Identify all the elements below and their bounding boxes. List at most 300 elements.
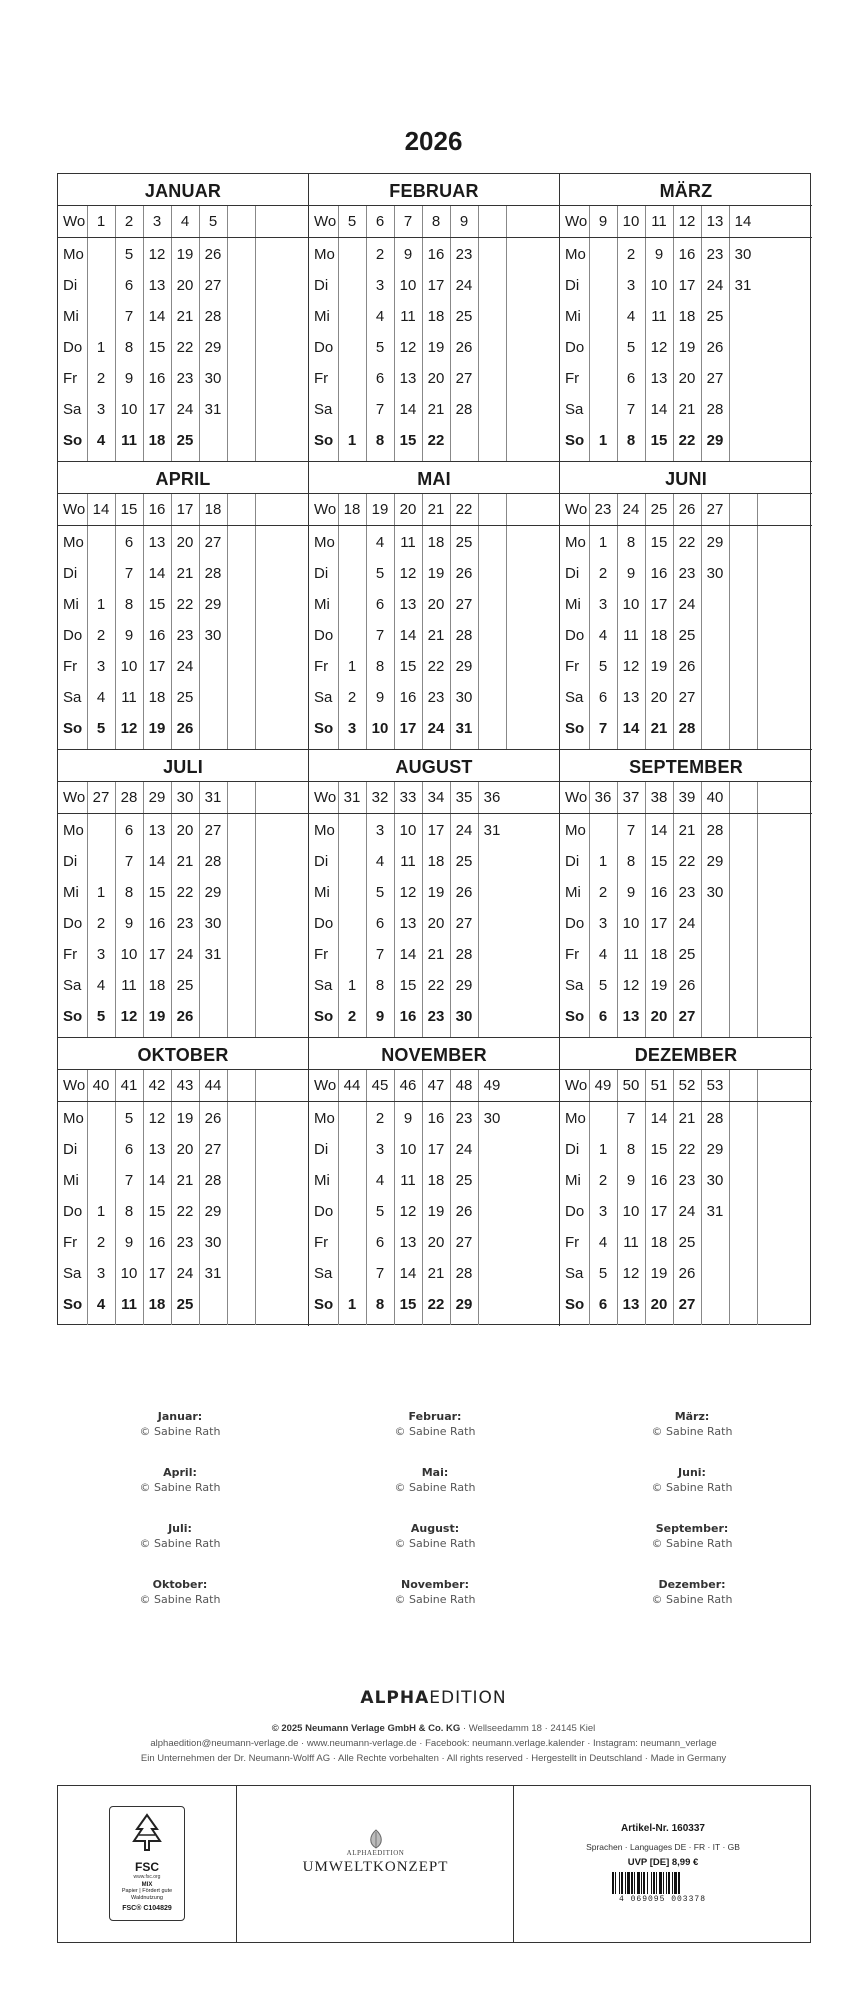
weekday-label: So — [314, 1296, 334, 1313]
day-cell: 2 — [347, 1008, 357, 1025]
grid-divider — [366, 206, 367, 237]
fsc-tree-icon — [125, 1811, 169, 1855]
month-title: JULI — [58, 750, 308, 782]
day-cell: 6 — [124, 277, 134, 294]
day-cell: 24 — [455, 822, 473, 839]
day-cell: 22 — [427, 977, 445, 994]
week-label: Wo — [63, 213, 86, 230]
day-cell: 7 — [626, 401, 636, 418]
day-cell: 12 — [148, 246, 166, 263]
day-cell: 15 — [148, 1203, 166, 1220]
credit-month: Juli: — [168, 1522, 192, 1535]
day-cell: 10 — [399, 277, 417, 294]
day-cell: 28 — [706, 401, 724, 418]
day-cell: 30 — [706, 565, 724, 582]
day-cell: 1 — [347, 977, 357, 994]
day-cell: 17 — [427, 822, 445, 839]
day-cell: 15 — [399, 1296, 417, 1313]
weekday-label: Fr — [63, 370, 78, 387]
day-cell: 23 — [427, 689, 445, 706]
week-label: Wo — [565, 789, 588, 806]
fsc-mix: MIX — [141, 1882, 153, 1888]
grid-divider — [115, 494, 116, 525]
grid-divider — [589, 238, 590, 461]
day-cell: 23 — [455, 1110, 473, 1127]
credit-month: Februar: — [408, 1410, 462, 1423]
grid-divider — [478, 206, 479, 237]
day-cell: 26 — [204, 246, 222, 263]
day-cell: 7 — [626, 1110, 636, 1127]
week-number: 28 — [120, 789, 138, 806]
day-cell: 31 — [204, 1265, 222, 1282]
grid-divider — [227, 1102, 228, 1325]
day-cell: 11 — [400, 853, 416, 870]
weekday-label: Sa — [314, 401, 333, 418]
day-cell: 14 — [399, 627, 417, 644]
day-cell: 16 — [427, 1110, 445, 1127]
weekday-label: Mo — [63, 246, 84, 263]
day-cell: 20 — [650, 1008, 668, 1025]
calendar-year: 2026 — [404, 126, 463, 156]
day-cell: 6 — [626, 370, 636, 387]
day-cell: 18 — [650, 946, 668, 963]
grid-divider — [757, 814, 758, 1037]
day-cell: 7 — [626, 822, 636, 839]
day-cell: 12 — [399, 884, 417, 901]
grid-divider — [757, 782, 758, 813]
week-number: 15 — [120, 501, 138, 518]
day-cell: 27 — [455, 915, 473, 932]
day-cell: 1 — [347, 1296, 357, 1313]
day-cell: 30 — [204, 1234, 222, 1251]
grid-divider — [199, 494, 200, 525]
day-cell: 21 — [650, 720, 668, 737]
grid-divider — [729, 526, 730, 749]
day-cell: 19 — [148, 1008, 166, 1025]
barcode-bar — [631, 1872, 633, 1894]
day-cell: 14 — [399, 1265, 417, 1282]
week-number: 46 — [399, 1077, 417, 1094]
week-number: 1 — [96, 213, 106, 230]
grid-divider — [422, 782, 423, 813]
weekday-label: Mi — [63, 884, 79, 901]
grid-divider — [199, 206, 200, 237]
day-cell: 11 — [400, 308, 416, 325]
day-cell: 24 — [176, 946, 194, 963]
credit-month: Dezember: — [658, 1578, 726, 1591]
grid-divider — [757, 526, 758, 749]
barcode-bar — [615, 1872, 616, 1894]
month-block — [309, 750, 560, 1038]
day-cell: 11 — [121, 689, 137, 706]
day-cell: 7 — [375, 946, 385, 963]
day-cell: 7 — [124, 308, 134, 325]
grid-divider — [255, 1102, 256, 1325]
day-cell: 8 — [375, 658, 385, 675]
photo-credit — [572, 1466, 812, 1494]
day-cell: 25 — [176, 1296, 194, 1313]
day-cell: 30 — [734, 246, 752, 263]
grid-divider — [87, 494, 88, 525]
day-cell: 18 — [427, 1172, 445, 1189]
day-cell: 11 — [400, 1172, 416, 1189]
day-cell: 24 — [678, 1203, 696, 1220]
day-cell: 1 — [598, 853, 608, 870]
grid-divider — [171, 206, 172, 237]
day-cell: 28 — [455, 946, 473, 963]
month-block — [58, 462, 309, 750]
week-number: 8 — [431, 213, 441, 230]
day-cell: 15 — [399, 432, 417, 449]
grid-divider — [227, 782, 228, 813]
day-cell: 30 — [483, 1110, 501, 1127]
week-number: 2 — [124, 213, 134, 230]
day-cell: 11 — [400, 534, 416, 551]
photo-credit — [572, 1410, 812, 1438]
weekday-label: Di — [314, 277, 329, 294]
day-cell: 1 — [598, 534, 608, 551]
grid-divider — [589, 1070, 590, 1101]
day-cell: 18 — [650, 1234, 668, 1251]
day-cell: 5 — [375, 1203, 385, 1220]
grid-divider — [701, 814, 702, 1037]
day-cell: 6 — [124, 1141, 134, 1158]
photo-credit — [60, 1410, 300, 1438]
grid-divider — [115, 206, 116, 237]
month-block — [58, 1038, 309, 1326]
day-cell: 5 — [598, 1265, 608, 1282]
day-cell: 26 — [455, 565, 473, 582]
week-number: 43 — [176, 1077, 194, 1094]
weekday-label: Do — [565, 627, 585, 644]
day-cell: 1 — [96, 339, 106, 356]
day-cell: 8 — [375, 432, 385, 449]
month-days — [58, 1102, 308, 1325]
month-title: DEZEMBER — [560, 1038, 812, 1070]
weekday-label: Mo — [314, 534, 335, 551]
day-cell: 3 — [96, 658, 106, 675]
day-cell: 16 — [427, 246, 445, 263]
day-cell: 24 — [678, 596, 696, 613]
day-cell: 5 — [124, 1110, 134, 1127]
week-number: 9 — [598, 213, 608, 230]
day-cell: 27 — [204, 277, 222, 294]
week-number: 19 — [371, 501, 389, 518]
week-number-row — [58, 782, 308, 814]
month-title: FEBRUAR — [309, 174, 559, 206]
day-cell: 19 — [176, 246, 194, 263]
day-cell: 3 — [96, 1265, 106, 1282]
grid-divider — [255, 206, 256, 237]
day-cell: 21 — [427, 401, 445, 418]
week-number: 10 — [622, 213, 640, 230]
day-cell: 15 — [399, 977, 417, 994]
day-cell: 7 — [375, 1265, 385, 1282]
day-cell: 14 — [650, 822, 668, 839]
credit-photographer: © Sabine Rath — [394, 1537, 476, 1550]
weekday-label: Mi — [314, 884, 330, 901]
week-number: 36 — [483, 789, 501, 806]
day-cell: 20 — [427, 915, 445, 932]
grid-divider — [478, 1102, 479, 1325]
day-cell: 5 — [598, 977, 608, 994]
day-cell: 5 — [375, 565, 385, 582]
day-cell: 27 — [455, 370, 473, 387]
photo-credit — [60, 1522, 300, 1550]
week-number: 18 — [343, 501, 361, 518]
day-cell: 25 — [176, 977, 194, 994]
weekday-label: So — [63, 1296, 83, 1313]
day-cell: 17 — [427, 1141, 445, 1158]
week-label: Wo — [63, 501, 86, 518]
grid-divider — [673, 206, 674, 237]
day-cell: 28 — [455, 627, 473, 644]
photo-credit — [315, 1578, 555, 1606]
article-price: UVP [DE] 8,99 € — [627, 1857, 699, 1868]
day-cell: 3 — [347, 720, 357, 737]
week-number: 31 — [343, 789, 361, 806]
day-cell: 26 — [678, 658, 696, 675]
day-cell: 8 — [124, 1203, 134, 1220]
day-cell: 17 — [678, 277, 696, 294]
grid-divider — [143, 1070, 144, 1101]
grid-divider — [701, 206, 702, 237]
day-cell: 5 — [96, 1008, 106, 1025]
barcode-bar — [619, 1872, 620, 1894]
weekday-label: Mo — [314, 246, 335, 263]
photo-credit — [315, 1522, 555, 1550]
day-cell: 19 — [650, 977, 668, 994]
day-cell: 23 — [678, 884, 696, 901]
month-block — [309, 174, 560, 462]
weekday-label: Di — [63, 277, 78, 294]
week-number: 40 — [92, 1077, 110, 1094]
weekday-label: Fr — [565, 658, 580, 675]
day-cell: 29 — [706, 853, 724, 870]
weekday-label: Sa — [565, 689, 584, 706]
day-cell: 10 — [399, 1141, 417, 1158]
week-number-row — [58, 1070, 308, 1102]
day-cell: 10 — [120, 658, 138, 675]
weekday-label: Mi — [565, 884, 581, 901]
grid-divider — [506, 494, 507, 525]
day-cell: 22 — [176, 596, 194, 613]
weekday-label: So — [565, 432, 585, 449]
weekday-label: Di — [314, 853, 329, 870]
grid-divider — [227, 526, 228, 749]
day-cell: 31 — [204, 946, 222, 963]
day-cell: 26 — [678, 977, 696, 994]
day-cell: 6 — [598, 1296, 608, 1313]
grid-divider — [143, 782, 144, 813]
day-cell: 1 — [96, 596, 106, 613]
grid-divider — [617, 1070, 618, 1101]
alphaedition-logo: ALPHAEDITION — [360, 1688, 507, 1708]
day-cell: 19 — [176, 1110, 194, 1127]
day-cell: 7 — [375, 401, 385, 418]
day-cell: 12 — [399, 1203, 417, 1220]
day-cell: 4 — [375, 853, 385, 870]
week-number: 50 — [622, 1077, 640, 1094]
weekday-label: Mi — [63, 308, 79, 325]
month-days — [58, 238, 308, 461]
week-label: Wo — [314, 501, 337, 518]
day-cell: 25 — [455, 853, 473, 870]
day-cell: 27 — [678, 689, 696, 706]
weekday-label: Mi — [63, 1172, 79, 1189]
day-cell: 8 — [626, 1141, 636, 1158]
day-cell: 28 — [706, 822, 724, 839]
day-cell: 1 — [598, 432, 608, 449]
day-cell: 8 — [626, 853, 636, 870]
barcode-bar — [651, 1872, 652, 1894]
barcode-bar — [634, 1872, 635, 1894]
day-cell: 8 — [626, 534, 636, 551]
day-cell: 27 — [204, 534, 222, 551]
day-cell: 12 — [622, 977, 640, 994]
weekday-label: Mi — [565, 308, 581, 325]
grid-divider — [87, 782, 88, 813]
weekday-label: Di — [314, 1141, 329, 1158]
grid-divider — [478, 238, 479, 461]
credit-photographer: © Sabine Rath — [139, 1537, 221, 1550]
day-cell: 11 — [623, 946, 639, 963]
credit-month: September: — [655, 1522, 729, 1535]
grid-divider — [478, 814, 479, 1037]
day-cell: 21 — [176, 853, 194, 870]
day-cell: 3 — [96, 401, 106, 418]
grid-divider — [227, 238, 228, 461]
grid-divider — [645, 1070, 646, 1101]
barcode-bar — [672, 1872, 673, 1894]
grid-divider — [171, 1070, 172, 1101]
day-cell: 1 — [96, 1203, 106, 1220]
day-cell: 25 — [455, 308, 473, 325]
grid-divider — [589, 206, 590, 237]
weekday-label: Di — [314, 565, 329, 582]
day-cell: 12 — [622, 1265, 640, 1282]
day-cell: 11 — [623, 1234, 639, 1251]
day-cell: 18 — [678, 308, 696, 325]
weekday-label: Di — [565, 277, 580, 294]
week-number: 41 — [120, 1077, 138, 1094]
day-cell: 29 — [204, 884, 222, 901]
day-cell: 15 — [148, 339, 166, 356]
day-cell: 6 — [375, 596, 385, 613]
credit-photographer: © Sabine Rath — [651, 1593, 733, 1606]
day-cell: 18 — [427, 534, 445, 551]
month-block — [560, 174, 812, 462]
fsc-section — [58, 1786, 237, 1942]
weekday-label: Mi — [63, 596, 79, 613]
month-block — [58, 750, 309, 1038]
weekday-label: Mo — [565, 534, 586, 551]
credit-photographer: © Sabine Rath — [394, 1481, 476, 1494]
day-cell: 20 — [678, 370, 696, 387]
grid-divider — [87, 206, 88, 237]
grid-divider — [338, 494, 339, 525]
month-title: NOVEMBER — [309, 1038, 559, 1070]
weekday-label: Do — [63, 915, 83, 932]
week-number: 37 — [622, 789, 640, 806]
day-cell: 15 — [399, 658, 417, 675]
grid-divider — [645, 206, 646, 237]
grid-divider — [171, 782, 172, 813]
day-cell: 4 — [598, 1234, 608, 1251]
day-cell: 17 — [650, 1203, 668, 1220]
week-number-row — [560, 782, 812, 814]
day-cell: 3 — [598, 915, 608, 932]
imprint-publisher: © 2025 Neumann Verlage GmbH & Co. KG · Wellseedamm 18 · 24145 Kiel — [271, 1723, 596, 1734]
grid-divider — [701, 526, 702, 749]
day-cell: 21 — [176, 565, 194, 582]
day-cell: 14 — [399, 946, 417, 963]
day-cell: 23 — [176, 915, 194, 932]
day-cell: 25 — [176, 432, 194, 449]
day-cell: 10 — [650, 277, 668, 294]
week-number: 27 — [706, 501, 724, 518]
day-cell: 1 — [347, 658, 357, 675]
weekday-label: Fr — [314, 370, 329, 387]
day-cell: 18 — [148, 977, 166, 994]
weekday-label: Mi — [314, 596, 330, 613]
credit-photographer: © Sabine Rath — [651, 1537, 733, 1550]
grid-divider — [478, 1070, 479, 1101]
grid-divider — [227, 494, 228, 525]
month-title: SEPTEMBER — [560, 750, 812, 782]
grid-divider — [255, 1070, 256, 1101]
fsc-title: FSC — [135, 1860, 159, 1874]
credit-photographer: © Sabine Rath — [394, 1593, 476, 1606]
barcode-bar — [663, 1872, 664, 1894]
week-label: Wo — [63, 789, 86, 806]
day-cell: 24 — [455, 277, 473, 294]
weekday-label: Do — [565, 915, 585, 932]
day-cell: 26 — [455, 884, 473, 901]
day-cell: 16 — [148, 627, 166, 644]
day-cell: 29 — [204, 596, 222, 613]
day-cell: 25 — [706, 308, 724, 325]
day-cell: 22 — [678, 853, 696, 870]
article-languages: Sprachen · Languages DE · FR · IT · GB — [586, 1842, 740, 1852]
day-cell: 7 — [124, 1172, 134, 1189]
day-cell: 24 — [176, 658, 194, 675]
day-cell: 10 — [622, 1203, 640, 1220]
weekday-label: Do — [63, 339, 83, 356]
day-cell: 4 — [96, 977, 106, 994]
grid-divider — [338, 1070, 339, 1101]
credit-month: Mai: — [421, 1466, 449, 1479]
barcode-bar — [641, 1872, 642, 1894]
week-number: 6 — [375, 213, 385, 230]
credit-photographer: © Sabine Rath — [139, 1425, 221, 1438]
week-number-row — [560, 1070, 812, 1102]
day-cell: 9 — [403, 1110, 413, 1127]
day-cell: 2 — [347, 689, 357, 706]
day-cell: 28 — [678, 720, 696, 737]
weekday-label: So — [63, 1008, 83, 1025]
week-number: 17 — [176, 501, 194, 518]
weekday-label: Mo — [565, 1110, 586, 1127]
day-cell: 12 — [650, 339, 668, 356]
grid-divider — [589, 494, 590, 525]
grid-divider — [729, 206, 730, 237]
grid-divider — [478, 494, 479, 525]
day-cell: 18 — [148, 1296, 166, 1313]
barcode-bar — [612, 1872, 614, 1894]
weekday-label: Mo — [314, 822, 335, 839]
day-cell: 29 — [455, 977, 473, 994]
